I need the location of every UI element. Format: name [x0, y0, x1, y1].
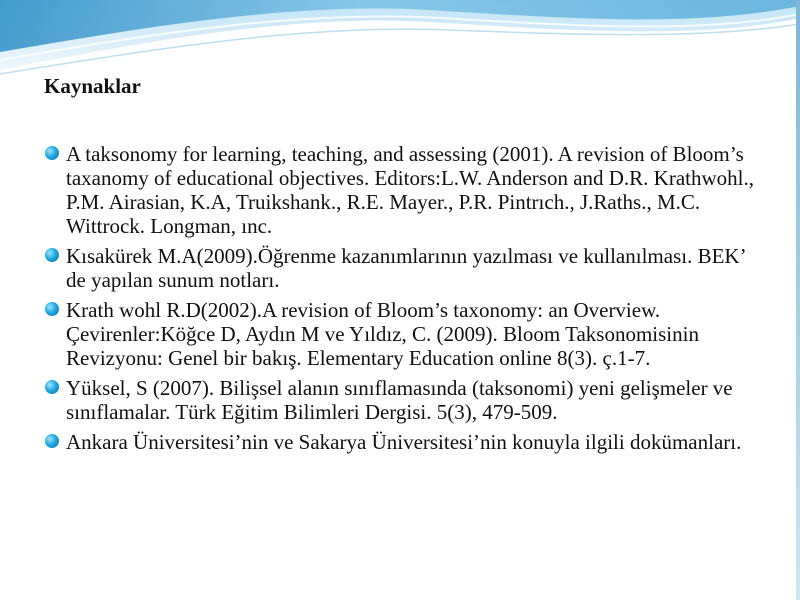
- bullet-icon: [45, 434, 59, 448]
- reference-text: Ankara Üniversitesi’nin ve Sakarya Üniversitesi’nin konuyla ilgili dokümanları.: [66, 430, 742, 454]
- bullet-icon: [45, 380, 59, 394]
- reference-text: A taksonomy for learning, teaching, and assessing (2001). A revision of Bloom’s taxanomy of educational objectives. Editors:L.W. Anderson and D.R. Krathwohl., P.M. Airasian, K.A, Truikshank., R.E. Mayer., P.R. Pintrıch., J.Raths., M.C. Wittrock. Longman, ınc.: [66, 142, 754, 238]
- reference-item: [44, 298, 766, 370]
- bullet-icon: [45, 248, 59, 262]
- right-edge-decoration: [796, 0, 800, 600]
- reference-text: Yüksel, S (2007). Bilişsel alanın sınıflamasında (taksonomi) yeni gelişmeler ve sınıflamalar. Türk Eğitim Bilimleri Dergisi. 5(3), 479-509.: [66, 376, 733, 424]
- bullet-icon: [45, 302, 59, 316]
- reference-list: [44, 142, 766, 460]
- reference-item: [44, 142, 766, 238]
- reference-item: [44, 430, 766, 454]
- reference-item: [44, 244, 766, 292]
- reference-text: Kısakürek M.A(2009).Öğrenme kazanımlarının yazılması ve kullanılması. BEK’ de yapılan sunum notları.: [66, 244, 746, 292]
- bullet-icon: [45, 146, 59, 160]
- reference-text: Krath wohl R.D(2002).A revision of Bloom’s taxonomy: an Overview. Çevirenler:Köğce D, Aydın M ve Yıldız, C. (2009). Bloom Taksonomisinin Revizyonu: Genel bir bakış. Elementary Education online 8(3). ç.1-7.: [66, 298, 699, 370]
- slide-title: Kaynaklar: [44, 74, 141, 98]
- reference-item: [44, 376, 766, 424]
